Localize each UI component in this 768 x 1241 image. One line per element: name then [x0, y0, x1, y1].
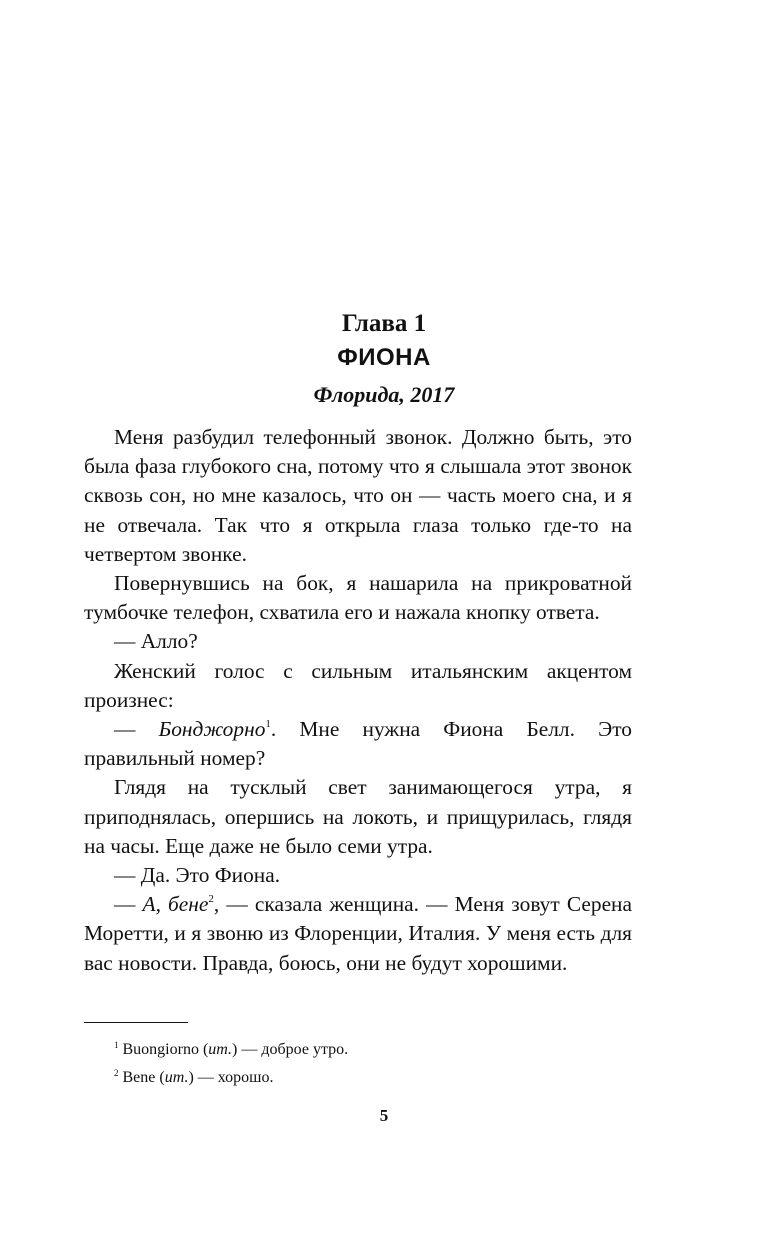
footnote-word: Bene (: [122, 1069, 165, 1086]
footnote-number: 1: [114, 1040, 119, 1050]
paragraph-rest: , — сказала женщина. — Меня зовут Серена Моретти, и я звоню из Флоренции, Италия. У меня есть для вас новости. Правда, боюсь, они не будут хорошими.: [84, 892, 632, 975]
paragraph-rest: . Мне нужна Фиона Белл. Это правильный номер?: [84, 717, 632, 771]
footnote-divider: [84, 1022, 188, 1023]
paragraph: — Да. Это Фиона.: [114, 863, 281, 888]
footnote-lang: ит.: [164, 1069, 189, 1086]
footnote: [84, 1064, 632, 1092]
chapter-title: Глава 1: [341, 310, 427, 337]
footnote: [84, 1036, 632, 1064]
paragraph: Меня разбудил телефонный звонок. Должно быть, это была фаза глубокого сна, потому что я слышала этот звонок сквозь сон, но мне казалось, что он — часть моего сна, и я не отвечала. Так что я открыла глаза только где-то на четвертом звонке.: [84, 425, 632, 566]
paragraph: [84, 715, 632, 773]
dialogue-dash: —: [114, 892, 143, 917]
chapter-place: Флорида, 2017: [313, 382, 455, 407]
italic-word: А, бене: [142, 892, 209, 917]
paragraph: Повернувшись на бок, я нашарила на прикроватной тумбочке телефон, схватила его и нажала кнопку ответа.: [84, 571, 632, 625]
footnote-word: Buongiorno (: [122, 1041, 209, 1058]
chapter-name: ФИОНА: [337, 344, 431, 371]
footnote-number: 2: [114, 1068, 119, 1078]
footnotes: [84, 1036, 632, 1092]
body-text: [84, 423, 632, 978]
page-number: 5: [379, 1106, 389, 1125]
paragraph: [84, 890, 632, 978]
paragraph: Женский голос с сильным итальянским акцентом произнес:: [84, 658, 632, 712]
footnote-rest: ) — доброе утро.: [232, 1041, 349, 1058]
footnote-lang: ит.: [208, 1041, 233, 1058]
footnote-ref[interactable]: 1: [265, 718, 271, 731]
dialogue-dash: —: [114, 717, 159, 742]
paragraph: — Алло?: [114, 629, 198, 654]
paragraph: Глядя на тусклый свет занимающегося утра, я приподнялась, опершись на локоть, и прищурилась, глядя на часы. Еще даже не было семи утра.: [84, 775, 632, 858]
italic-word: Бонджорно: [158, 717, 266, 742]
footnote-ref[interactable]: 2: [208, 893, 214, 906]
footnote-rest: ) — хорошо.: [188, 1069, 274, 1086]
